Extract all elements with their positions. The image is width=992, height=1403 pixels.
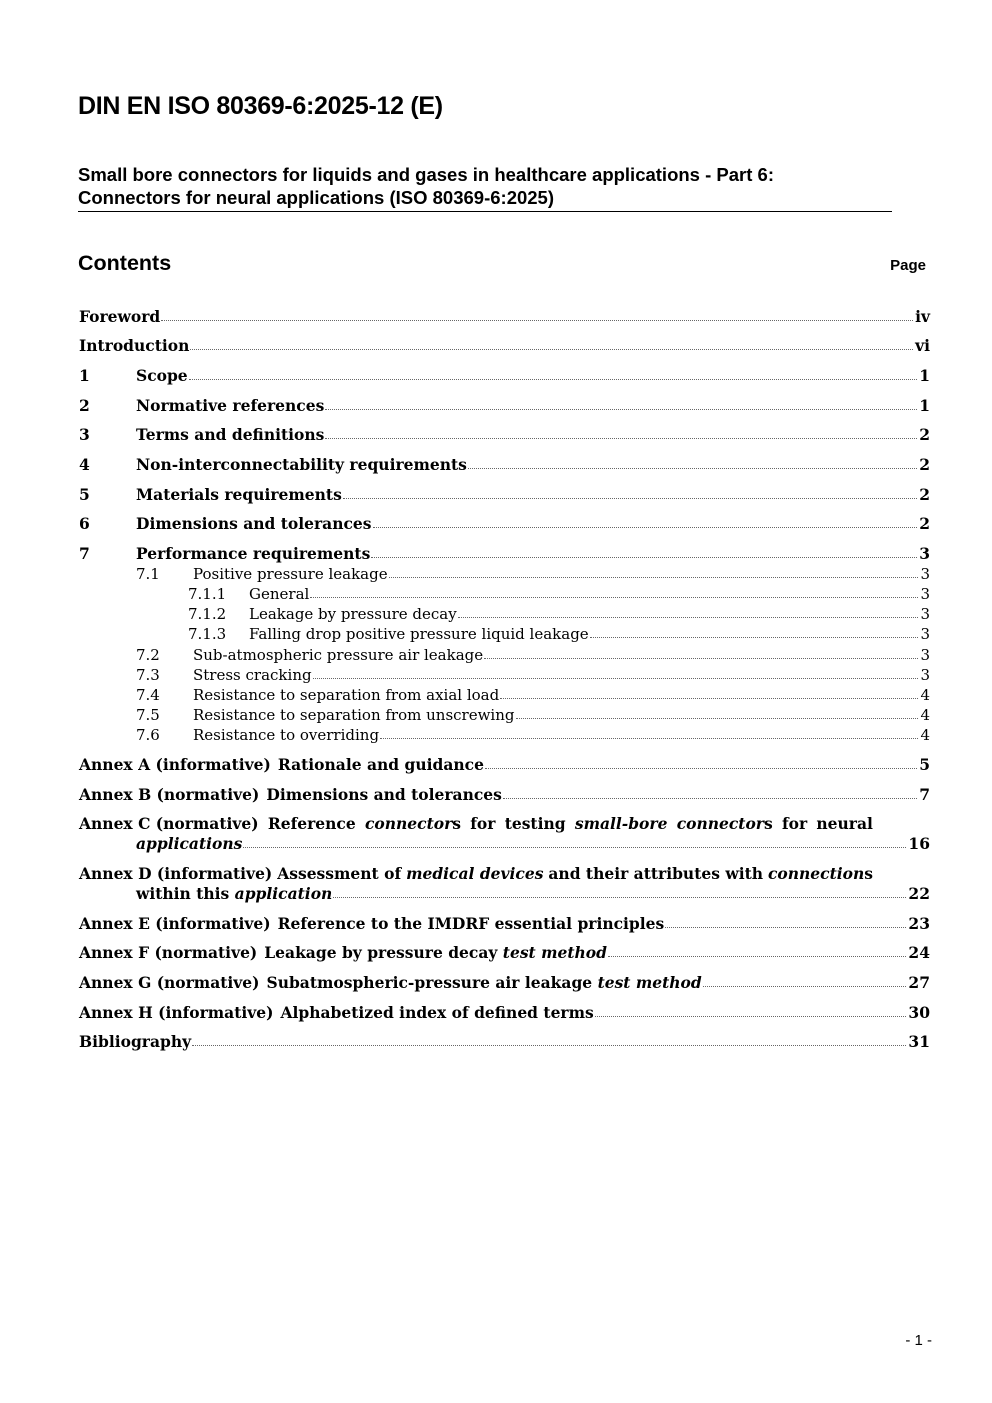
toc-leader (590, 623, 919, 638)
toc-page: 30 (908, 1003, 930, 1022)
toc-leader (371, 543, 917, 558)
toc-page: 7 (919, 785, 930, 804)
toc-title: Materials requirements (136, 485, 342, 504)
toc-title: Leakage by pressure decay (264, 943, 498, 962)
toc-entry-annex-b[interactable] (79, 785, 930, 805)
toc-leader (333, 883, 906, 898)
toc-page: 3 (920, 625, 930, 643)
toc-title: Bibliography (79, 1032, 192, 1051)
toc-entry-clause-5[interactable] (79, 485, 930, 505)
toc-number: 7.1.1 (188, 585, 227, 603)
toc-page: 3 (920, 646, 930, 664)
toc-leader (325, 395, 917, 410)
toc-annex-label: Annex H (informative) (79, 1003, 274, 1022)
toc-number: 7.2 (136, 646, 160, 664)
toc-page: 22 (908, 884, 930, 903)
toc-leader (161, 306, 913, 321)
toc-page: 1 (919, 396, 930, 415)
toc-page: 2 (919, 425, 930, 444)
toc-leader (313, 664, 919, 679)
toc-word: neural (816, 814, 873, 833)
toc-leader (484, 644, 918, 659)
toc-page: 5 (919, 755, 930, 774)
toc-page: 16 (908, 834, 930, 853)
toc-page: 2 (919, 514, 930, 533)
toc-annex-d-line-2 (79, 884, 930, 904)
toc-page: 31 (908, 1032, 930, 1051)
defined-term: medical devices (406, 864, 544, 883)
toc-number: 6 (79, 514, 90, 533)
toc-number: 7.1.3 (188, 625, 227, 643)
toc-title: Stress cracking (193, 666, 312, 684)
toc-annex-label: Annex D (informative) (79, 864, 273, 883)
defined-term: small-bore (574, 814, 668, 833)
toc-title: Reference to the IMDRF essential principles (277, 914, 665, 933)
toc-entry-annex-g[interactable] (79, 973, 930, 993)
toc-page: 1 (919, 366, 930, 385)
toc-title: Dimensions and tolerances (136, 514, 372, 533)
document-title-line-2: Connectors for neural applications (ISO 80369-6:2025) (78, 187, 555, 208)
toc-entry-7-1-3[interactable] (188, 624, 930, 644)
toc-title: Falling drop positive pressure liquid leakage (249, 625, 589, 643)
toc-entry-7-3[interactable] (136, 665, 930, 685)
toc-leader (665, 913, 906, 928)
toc-leader (503, 784, 917, 799)
toc-title: Leakage by pressure decay (249, 605, 457, 623)
toc-page: 24 (908, 943, 930, 962)
toc-number: 7.5 (136, 706, 160, 724)
toc-title: Scope (136, 366, 188, 385)
toc-title: Non-interconnectability requirements (136, 455, 467, 474)
toc-leader (485, 754, 917, 769)
toc-page: 4 (920, 726, 930, 744)
toc-annex-c-line-1 (79, 814, 930, 834)
toc-number: 3 (79, 425, 90, 444)
document-title (78, 163, 892, 212)
toc-leader (373, 513, 918, 528)
toc-entry-annex-h[interactable] (79, 1003, 930, 1023)
toc-page: 4 (920, 706, 930, 724)
toc-annex-label: Annex A (informative) (79, 755, 271, 774)
toc-number: 4 (79, 455, 90, 474)
toc-word: testing (504, 814, 566, 833)
toc-word: within this (136, 884, 230, 903)
toc-page: 2 (919, 455, 930, 474)
toc-entry-clause-1[interactable] (79, 366, 930, 386)
toc-entry-annex-e[interactable] (79, 914, 930, 934)
toc-word-group (768, 864, 873, 884)
toc-entry-7-1-1[interactable] (188, 584, 930, 604)
toc-title: Dimensions and tolerances (266, 785, 502, 804)
toc-entry-7-4[interactable] (136, 685, 930, 705)
toc-leader (500, 684, 918, 699)
toc-annex-label: Annex E (informative) (79, 914, 271, 933)
toc-entry-7-5[interactable] (136, 705, 930, 725)
defined-term: connector (676, 814, 764, 833)
toc-entry-foreword[interactable] (79, 307, 930, 327)
toc-page: 3 (920, 585, 930, 603)
toc-annex-c-line-2 (79, 834, 930, 854)
toc-leader (190, 335, 913, 350)
toc-number: 7.1.2 (188, 605, 227, 623)
toc-word: Reference (267, 814, 356, 833)
defined-term: connection (767, 864, 865, 883)
toc-word: s (763, 814, 773, 833)
toc-title: Terms and definitions (136, 425, 325, 444)
toc-page: vi (915, 336, 930, 355)
toc-number: 2 (79, 396, 90, 415)
toc-title: Introduction (79, 336, 190, 355)
toc-title: General (249, 585, 310, 603)
toc-number: 7.4 (136, 686, 160, 704)
toc-word: for (781, 814, 808, 833)
toc-leader (189, 365, 918, 380)
toc-page: 3 (920, 605, 930, 623)
page-column-heading: Page (890, 257, 926, 274)
toc-number: 7.3 (136, 666, 160, 684)
page-number: - 1 - (905, 1332, 932, 1349)
toc-page: 3 (919, 544, 930, 563)
toc-annex-label: Annex G (normative) (79, 973, 260, 992)
toc-title: Foreword (79, 307, 161, 326)
defined-term: application (234, 884, 333, 903)
toc-number: 7 (79, 544, 90, 563)
toc-title: Resistance to overriding (193, 726, 380, 744)
toc-leader (325, 424, 917, 439)
contents-heading: Contents (78, 251, 172, 275)
toc-leader (243, 833, 906, 848)
toc-entry-clause-3[interactable] (79, 425, 930, 445)
toc-page: iv (915, 307, 930, 326)
toc-title: Subatmospheric-pressure air leakage (266, 973, 593, 992)
toc-entry-7-1-2[interactable] (188, 604, 930, 624)
toc-word: s (864, 864, 873, 883)
toc-annex-label: Annex C (normative) (79, 814, 259, 833)
toc-word: Assessment of (277, 864, 402, 883)
toc-number: 7.6 (136, 726, 160, 744)
toc-leader (343, 484, 917, 499)
toc-leader (389, 563, 919, 578)
toc-page: 3 (920, 666, 930, 684)
toc-entry-7-6[interactable] (136, 725, 930, 745)
toc-title: Alphabetized index of defined terms (280, 1003, 594, 1022)
toc-page: 2 (919, 485, 930, 504)
toc-annex-label: Annex B (normative) (79, 785, 260, 804)
toc-leader (458, 603, 919, 618)
toc-title: Resistance to separation from unscrewing (193, 706, 515, 724)
toc-leader (595, 1002, 907, 1017)
toc-title: Resistance to separation from axial load (193, 686, 500, 704)
toc-entry-annex-a[interactable] (79, 755, 930, 775)
toc-entry-annex-d[interactable] (79, 864, 930, 904)
toc-entry-annex-f[interactable] (79, 943, 930, 963)
document-title-line-1: Small bore connectors for liquids and gases in healthcare applications - Part 6: (78, 164, 774, 185)
toc-title: Rationale and guidance (277, 755, 484, 774)
toc-entry-clause-7[interactable] (79, 544, 930, 564)
toc-leader (380, 724, 918, 739)
toc-annex-d-line-1 (79, 864, 930, 884)
toc-leader (608, 942, 906, 957)
defined-term: test method (597, 973, 702, 992)
toc-title: Sub-atmospheric pressure air leakage (193, 646, 484, 664)
toc-number: 7.1 (136, 565, 160, 583)
toc-word-group (365, 814, 461, 834)
toc-title: Performance requirements (136, 544, 371, 563)
defined-term: connector (364, 814, 453, 833)
toc-word: for (470, 814, 496, 833)
toc-entry-clause-4[interactable] (79, 455, 930, 475)
toc-leader (703, 972, 907, 987)
toc-entry-introduction[interactable] (79, 336, 930, 356)
toc-entry-7-2[interactable] (136, 645, 930, 665)
toc-word: s (452, 814, 461, 833)
toc-word-group (677, 814, 773, 834)
toc-entry-clause-6[interactable] (79, 514, 930, 534)
toc-entry-clause-2[interactable] (79, 396, 930, 416)
defined-term: test method (502, 943, 607, 962)
toc-entry-bibliography[interactable] (79, 1032, 930, 1052)
toc-page: 27 (908, 973, 930, 992)
toc-title: Normative references (136, 396, 325, 415)
toc-entry-7-1[interactable] (136, 564, 930, 584)
toc-entry-annex-c[interactable] (79, 814, 930, 854)
toc-leader (310, 583, 918, 598)
toc-leader (468, 454, 917, 469)
toc-page: 3 (920, 565, 930, 583)
toc-page: 4 (920, 686, 930, 704)
document-id: DIN EN ISO 80369-6:2025-12 (E) (78, 92, 443, 120)
toc-number: 1 (79, 366, 90, 385)
toc-annex-label: Annex F (normative) (79, 943, 258, 962)
toc-leader (192, 1031, 906, 1046)
toc-page: 23 (908, 914, 930, 933)
defined-term: applications (136, 834, 243, 853)
toc-number: 5 (79, 485, 90, 504)
toc-title: Positive pressure leakage (193, 565, 388, 583)
toc-word: and their attributes with (548, 864, 764, 883)
toc-leader (516, 704, 919, 719)
